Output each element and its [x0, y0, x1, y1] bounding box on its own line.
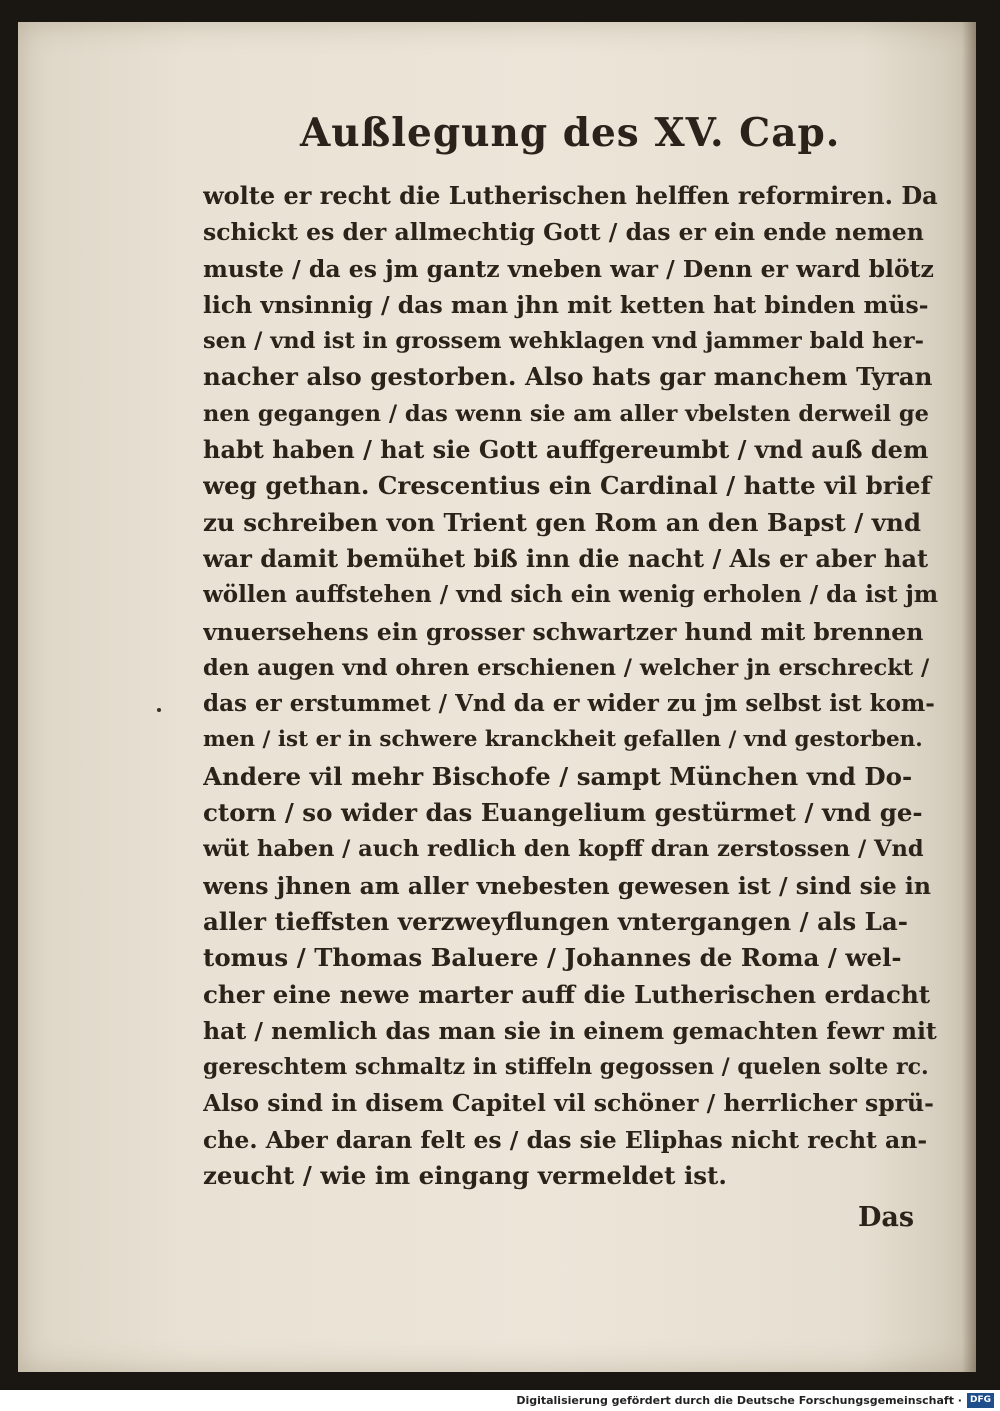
text-line: nen gegangen / das wenn sie am aller vbelsten derweil ge: [203, 400, 929, 427]
text-line: habt haben / hat sie Gott auffgereumbt / vnd auß dem: [203, 435, 929, 465]
text-line: war damit bemühet biß inn die nacht / Als er aber hat: [203, 543, 929, 573]
text-line: zu schreiben von Trient gen Rom an den Bapst / vnd: [203, 507, 921, 537]
text-line: wolte er recht die Lutherischen helffen reformiren. Da: [203, 181, 938, 210]
text-line: wens jhnen am aller vnebesten gewesen ist / sind sie in: [203, 871, 931, 900]
text-line: wüt haben / auch redlich den kopff dran zerstossen / Vnd: [203, 836, 924, 863]
text-line: tomus / Thomas Baluere / Johannes de Roma / wel-: [203, 943, 902, 973]
text-line: das er erstummet / Vnd da er wider zu jm selbst ist kom-: [203, 690, 935, 718]
text-line: ctorn / so wider das Euangelium gestürmet / vnd ge-: [203, 798, 923, 828]
text-line: wöllen auffstehen / vnd sich ein wenig erholen / da ist jm: [203, 581, 938, 609]
text-line: che. Aber daran felt es / das sie Eliphas nicht recht an-: [203, 1125, 928, 1154]
digitization-credit: [516, 1391, 994, 1409]
ink-speck: [157, 708, 161, 712]
text-line: schickt es der allmechtig Gott / das er ein ende nemen: [203, 218, 924, 247]
text-line: zeucht / wie im eingang vermeldet ist.: [203, 1161, 727, 1191]
text-line: gereschtem schmaltz in stiffeln gegossen / quelen solte rc.: [203, 1054, 929, 1081]
text-line: hat / nemlich das man sie in einem gemachten fewr mit: [203, 1016, 937, 1045]
text-line: muste / da es jm gantz vneben war / Denn er ward blötz: [203, 254, 934, 283]
text-line: nacher also gestorben. Also hats gar manchem Tyran: [203, 362, 933, 392]
credit-text: Digitalisierung gefördert durch die Deutsche Forschungsgemeinschaft ·: [516, 1393, 962, 1407]
text-line: vnuersehens ein grosser schwartzer hund mit brennen: [203, 617, 924, 646]
running-head: Außlegung des XV. Cap.: [300, 110, 841, 156]
text-line: sen / vnd ist in grossem wehklagen vnd jammer bald her-: [203, 328, 924, 355]
page-edge-shadow: [962, 22, 976, 1372]
text-line: Also sind in disem Capitel vil schöner / herrlicher sprü-: [203, 1089, 934, 1118]
catchword: Das: [858, 1202, 915, 1233]
text-line: lich vnsinnig / das man jhn mit ketten hat binden müs-: [203, 290, 929, 319]
text-line: weg gethan. Crescentius ein Cardinal / hatte vil brief: [203, 471, 932, 501]
text-line: men / ist er in schwere kranckheit gefallen / vnd gestorben.: [203, 727, 923, 753]
dfg-logo: DFG: [967, 1393, 994, 1408]
text-line: Andere vil mehr Bischofe / sampt München vnd Do-: [203, 761, 913, 791]
text-block: [203, 178, 938, 1194]
text-line: den augen vnd ohren erschienen / welcher jn erschreckt /: [203, 654, 930, 681]
text-line: aller tieffsten verzweyflungen vntergangen / als La-: [203, 906, 908, 936]
text-line: cher eine newe marter auff die Lutherischen erdacht: [203, 979, 931, 1009]
